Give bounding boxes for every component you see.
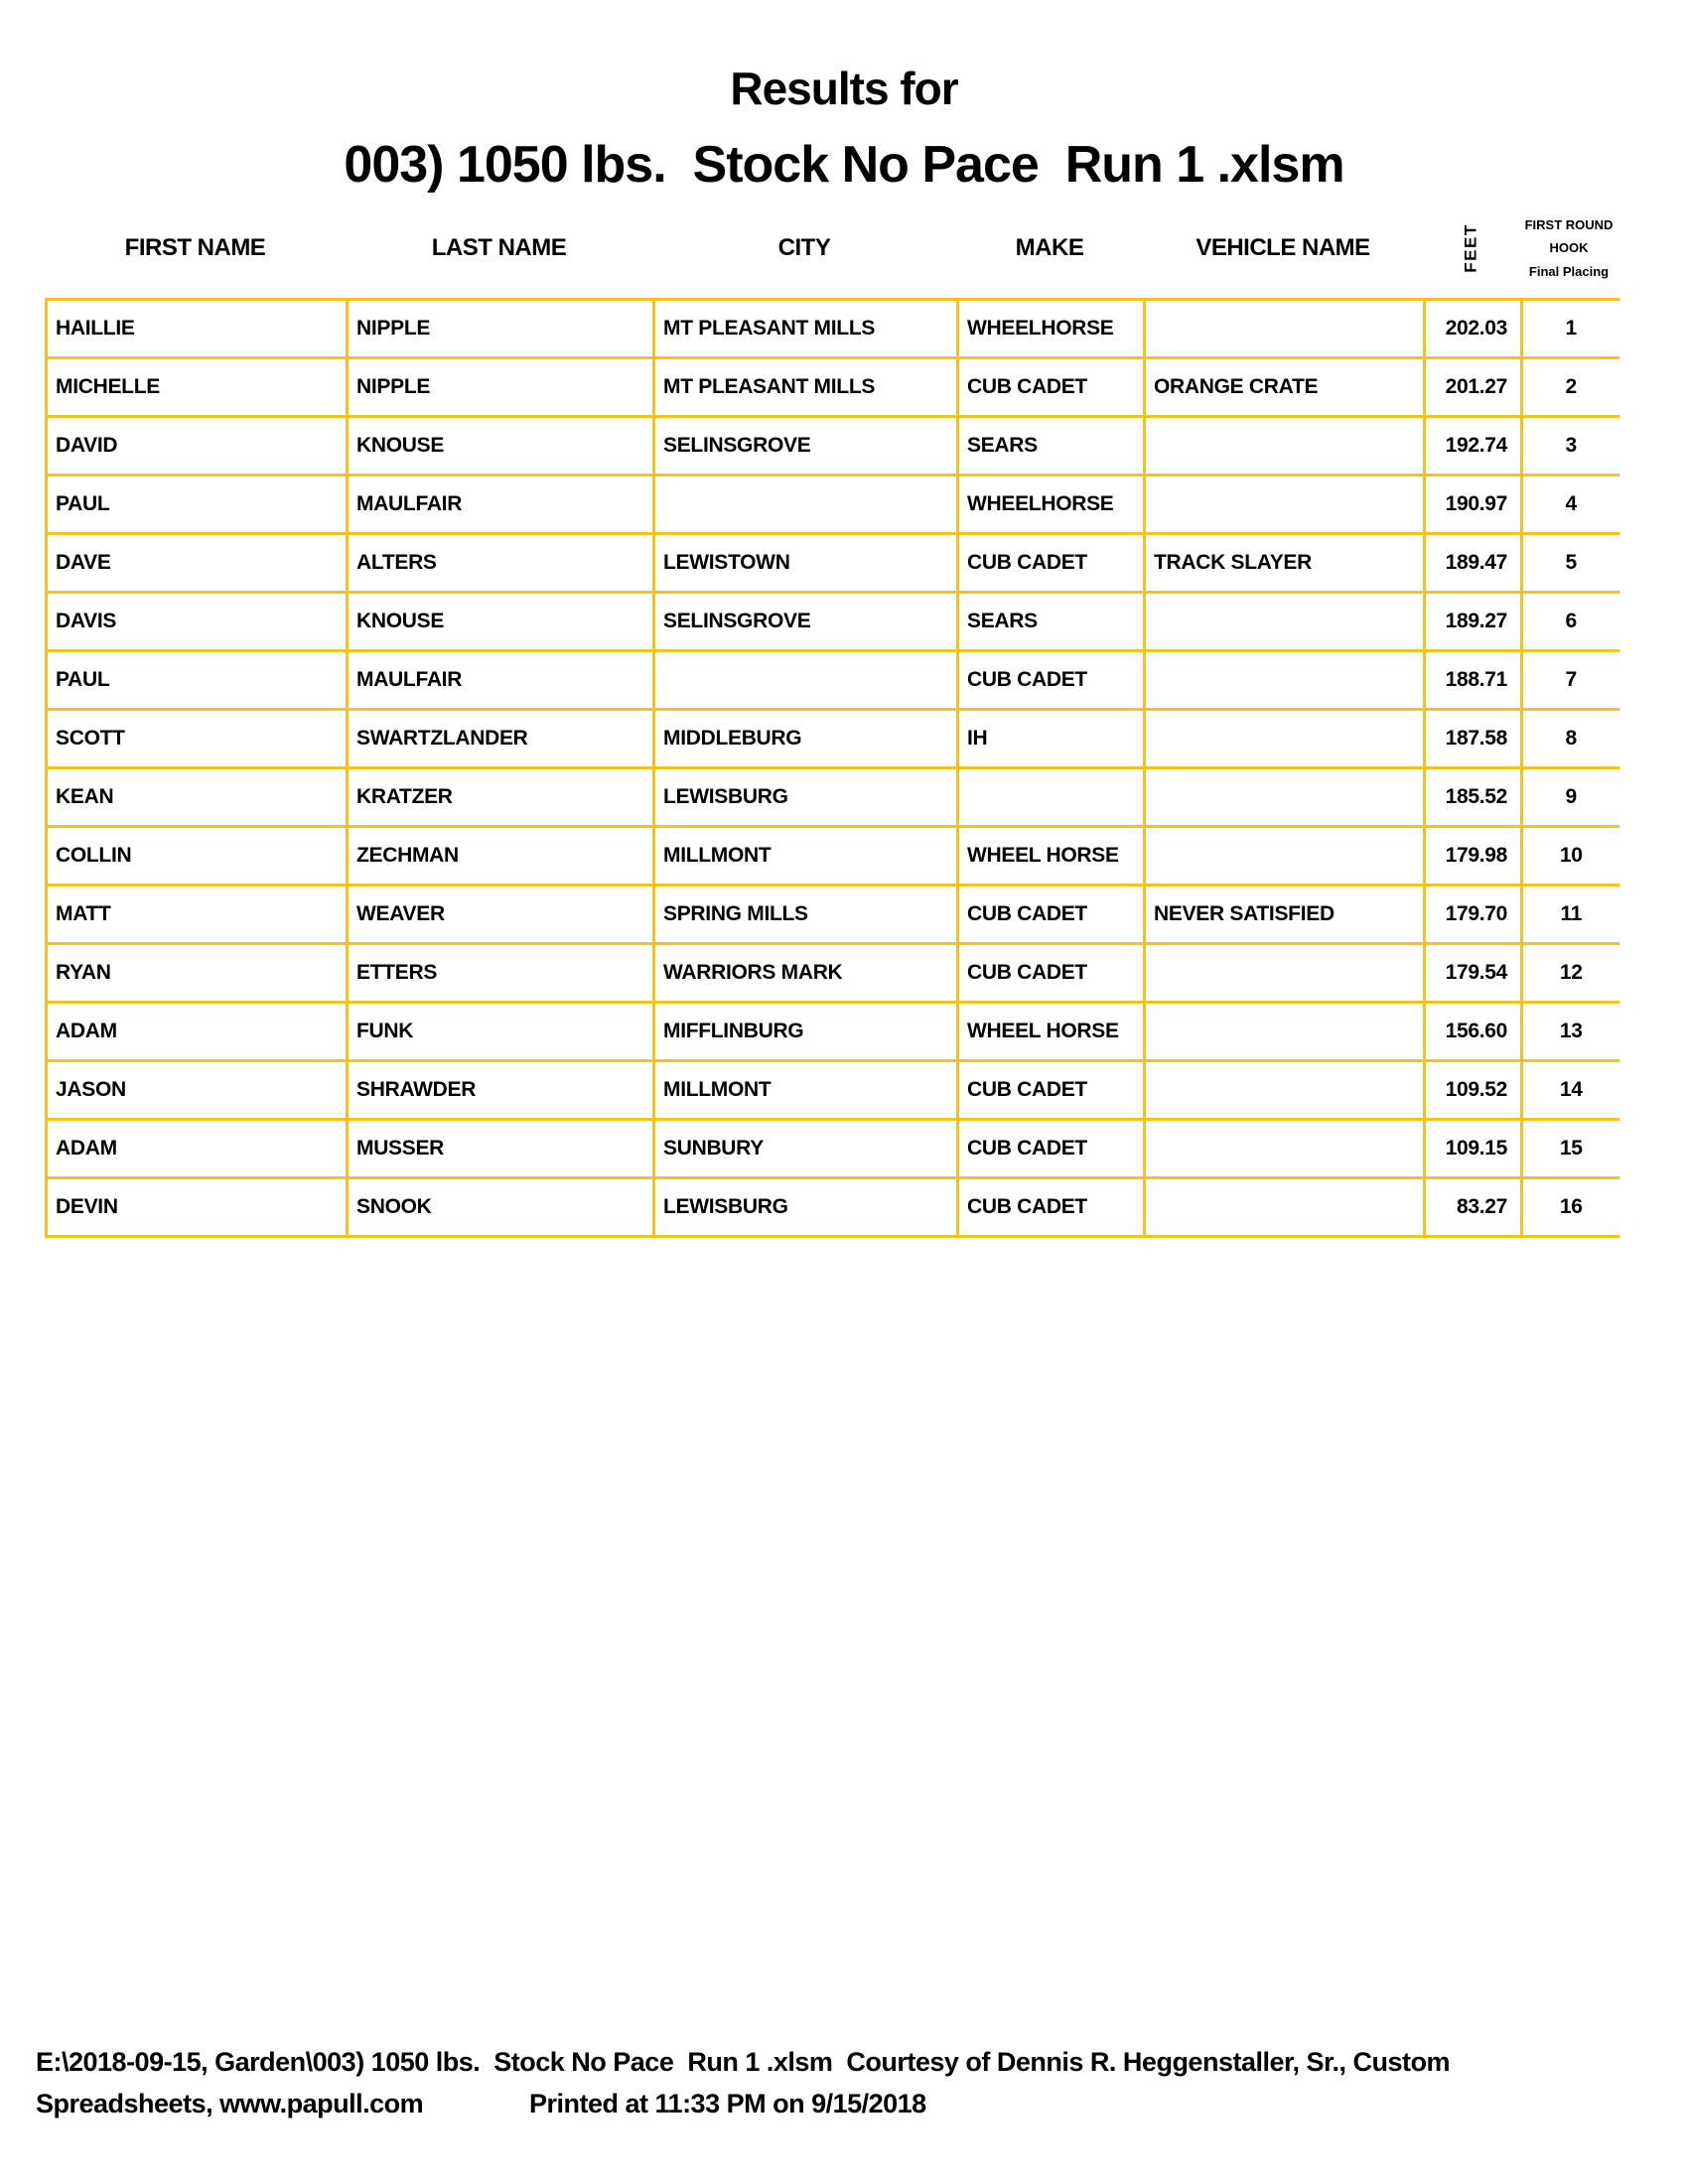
- column-header-first-name: FIRST NAME: [124, 234, 266, 261]
- cell-city: [654, 651, 958, 710]
- footer-website: Spreadsheets, www.papull.com: [36, 2089, 424, 2118]
- cell-feet: 187.58: [1425, 710, 1522, 768]
- column-header-vehicle-name: VEHICLE NAME: [1196, 234, 1370, 261]
- cell-make: CUB CADET: [958, 358, 1145, 417]
- cell-placing: 9: [1522, 768, 1619, 827]
- cell-first-name: ADAM: [47, 1120, 348, 1178]
- cell-make: CUB CADET: [958, 944, 1145, 1003]
- table-row: [47, 1120, 1619, 1178]
- cell-first-name: PAUL: [47, 651, 348, 710]
- cell-city: MIDDLEBURG: [654, 710, 958, 768]
- column-header-feet-rotated-label: FEET: [1461, 223, 1480, 273]
- cell-first-name: KEAN: [47, 768, 348, 827]
- cell-placing: 8: [1522, 710, 1619, 768]
- cell-first-name: DEVIN: [47, 1178, 348, 1237]
- table-row: [47, 358, 1619, 417]
- cell-vehicle-name: [1145, 944, 1425, 1003]
- cell-placing: 15: [1522, 1120, 1619, 1178]
- cell-vehicle-name: [1145, 768, 1425, 827]
- cell-make: SEARS: [958, 593, 1145, 651]
- cell-vehicle-name: [1145, 710, 1425, 768]
- footer-second-line: [0, 2089, 1688, 2128]
- cell-make: CUB CADET: [958, 1178, 1145, 1237]
- footer-printed-at: Printed at 11:33 PM on 9/15/2018: [529, 2089, 926, 2118]
- cell-city: LEWISBURG: [654, 768, 958, 827]
- cell-make: SEARS: [958, 417, 1145, 476]
- cell-first-name: JASON: [47, 1061, 348, 1120]
- cell-make: CUB CADET: [958, 534, 1145, 593]
- cell-make: CUB CADET: [958, 651, 1145, 710]
- cell-feet: 185.52: [1425, 768, 1522, 827]
- cell-feet: 179.70: [1425, 886, 1522, 944]
- cell-city: [654, 476, 958, 534]
- cell-feet: 192.74: [1425, 417, 1522, 476]
- cell-city: MILLMONT: [654, 1061, 958, 1120]
- table-row: [47, 1178, 1619, 1237]
- cell-last-name: KNOUSE: [348, 417, 654, 476]
- cell-city: MT PLEASANT MILLS: [654, 300, 958, 358]
- cell-placing: 3: [1522, 417, 1619, 476]
- column-header-last-name: LAST NAME: [431, 234, 567, 261]
- table-row: [47, 944, 1619, 1003]
- cell-feet: 109.52: [1425, 1061, 1522, 1120]
- table-row: [47, 886, 1619, 944]
- column-header-placing-line1: FIRST ROUND: [1524, 216, 1614, 232]
- cell-vehicle-name: [1145, 300, 1425, 358]
- table-row: [47, 827, 1619, 886]
- cell-last-name: ZECHMAN: [348, 827, 654, 886]
- cell-feet: 201.27: [1425, 358, 1522, 417]
- cell-vehicle-name: TRACK SLAYER: [1145, 534, 1425, 593]
- cell-first-name: DAVIS: [47, 593, 348, 651]
- footer-file-path: E:\2018-09-15, Garden\003) 1050 lbs. Stock No Pace Run 1 .xlsm Courtesy of Dennis R. Heggenstaller, Sr., Custom: [36, 2047, 1451, 2077]
- cell-feet: 189.27: [1425, 593, 1522, 651]
- cell-first-name: ADAM: [47, 1003, 348, 1061]
- column-header-make: MAKE: [1015, 234, 1084, 261]
- cell-vehicle-name: [1145, 827, 1425, 886]
- cell-city: MILLMONT: [654, 827, 958, 886]
- column-header-final-placing: [1520, 203, 1618, 294]
- cell-last-name: KRATZER: [348, 768, 654, 827]
- table-header: [45, 203, 1618, 294]
- cell-make: CUB CADET: [958, 886, 1145, 944]
- cell-feet: 109.15: [1425, 1120, 1522, 1178]
- column-header-placing-line2: HOOK: [1549, 240, 1589, 256]
- cell-vehicle-name: [1145, 1120, 1425, 1178]
- cell-last-name: MAULFAIR: [348, 651, 654, 710]
- cell-last-name: ALTERS: [348, 534, 654, 593]
- table-row: [47, 534, 1619, 593]
- cell-last-name: NIPPLE: [348, 300, 654, 358]
- cell-placing: 2: [1522, 358, 1619, 417]
- cell-vehicle-name: [1145, 476, 1425, 534]
- cell-first-name: PAUL: [47, 476, 348, 534]
- cell-vehicle-name: [1145, 1003, 1425, 1061]
- cell-last-name: NIPPLE: [348, 358, 654, 417]
- cell-vehicle-name: [1145, 417, 1425, 476]
- cell-placing: 16: [1522, 1178, 1619, 1237]
- table-row: [47, 768, 1619, 827]
- cell-feet: 189.47: [1425, 534, 1522, 593]
- cell-first-name: MICHELLE: [47, 358, 348, 417]
- cell-feet: 202.03: [1425, 300, 1522, 358]
- cell-placing: 12: [1522, 944, 1619, 1003]
- cell-last-name: MUSSER: [348, 1120, 654, 1178]
- cell-first-name: MATT: [47, 886, 348, 944]
- cell-city: SELINSGROVE: [654, 417, 958, 476]
- cell-placing: 14: [1522, 1061, 1619, 1120]
- cell-first-name: DAVE: [47, 534, 348, 593]
- cell-placing: 4: [1522, 476, 1619, 534]
- cell-vehicle-name: [1145, 1178, 1425, 1237]
- cell-placing: 13: [1522, 1003, 1619, 1061]
- results-table: [45, 298, 1619, 1238]
- cell-placing: 5: [1522, 534, 1619, 593]
- cell-make: WHEEL HORSE: [958, 1003, 1145, 1061]
- cell-city: MT PLEASANT MILLS: [654, 358, 958, 417]
- cell-make: CUB CADET: [958, 1120, 1145, 1178]
- cell-city: LEWISTOWN: [654, 534, 958, 593]
- cell-last-name: KNOUSE: [348, 593, 654, 651]
- cell-last-name: FUNK: [348, 1003, 654, 1061]
- cell-feet: 188.71: [1425, 651, 1522, 710]
- cell-placing: 11: [1522, 886, 1619, 944]
- table-row: [47, 1061, 1619, 1120]
- cell-first-name: DAVID: [47, 417, 348, 476]
- cell-last-name: SHRAWDER: [348, 1061, 654, 1120]
- cell-placing: 7: [1522, 651, 1619, 710]
- cell-placing: 1: [1522, 300, 1619, 358]
- cell-city: WARRIORS MARK: [654, 944, 958, 1003]
- cell-city: SPRING MILLS: [654, 886, 958, 944]
- cell-feet: 83.27: [1425, 1178, 1522, 1237]
- column-header-feet: [1423, 203, 1520, 294]
- page-subtitle: 003) 1050 lbs. Stock No Pace Run 1 .xlsm: [344, 136, 1344, 194]
- cell-city: SUNBURY: [654, 1120, 958, 1178]
- table-row: [47, 710, 1619, 768]
- table-row: [47, 476, 1619, 534]
- page-title: Results for: [730, 63, 958, 114]
- cell-first-name: RYAN: [47, 944, 348, 1003]
- cell-last-name: WEAVER: [348, 886, 654, 944]
- cell-last-name: SWARTZLANDER: [348, 710, 654, 768]
- table-row: [47, 651, 1619, 710]
- table-row: [47, 300, 1619, 358]
- cell-city: LEWISBURG: [654, 1178, 958, 1237]
- cell-vehicle-name: ORANGE CRATE: [1145, 358, 1425, 417]
- cell-make: WHEELHORSE: [958, 300, 1145, 358]
- cell-placing: 10: [1522, 827, 1619, 886]
- cell-make: IH: [958, 710, 1145, 768]
- cell-vehicle-name: NEVER SATISFIED: [1145, 886, 1425, 944]
- cell-last-name: SNOOK: [348, 1178, 654, 1237]
- cell-vehicle-name: [1145, 593, 1425, 651]
- table-row: [47, 1003, 1619, 1061]
- cell-vehicle-name: [1145, 651, 1425, 710]
- column-header-placing-line3: Final Placing: [1528, 263, 1610, 279]
- cell-first-name: COLLIN: [47, 827, 348, 886]
- cell-make: CUB CADET: [958, 1061, 1145, 1120]
- cell-last-name: ETTERS: [348, 944, 654, 1003]
- cell-first-name: HAILLIE: [47, 300, 348, 358]
- cell-city: MIFFLINBURG: [654, 1003, 958, 1061]
- table-row: [47, 417, 1619, 476]
- cell-vehicle-name: [1145, 1061, 1425, 1120]
- cell-feet: 179.54: [1425, 944, 1522, 1003]
- column-header-city: CITY: [777, 234, 831, 261]
- cell-feet: 156.60: [1425, 1003, 1522, 1061]
- cell-make: WHEELHORSE: [958, 476, 1145, 534]
- cell-city: SELINSGROVE: [654, 593, 958, 651]
- cell-placing: 6: [1522, 593, 1619, 651]
- cell-feet: 190.97: [1425, 476, 1522, 534]
- cell-first-name: SCOTT: [47, 710, 348, 768]
- cell-last-name: MAULFAIR: [348, 476, 654, 534]
- cell-make: [958, 768, 1145, 827]
- table-row: [47, 593, 1619, 651]
- cell-make: WHEEL HORSE: [958, 827, 1145, 886]
- cell-feet: 179.98: [1425, 827, 1522, 886]
